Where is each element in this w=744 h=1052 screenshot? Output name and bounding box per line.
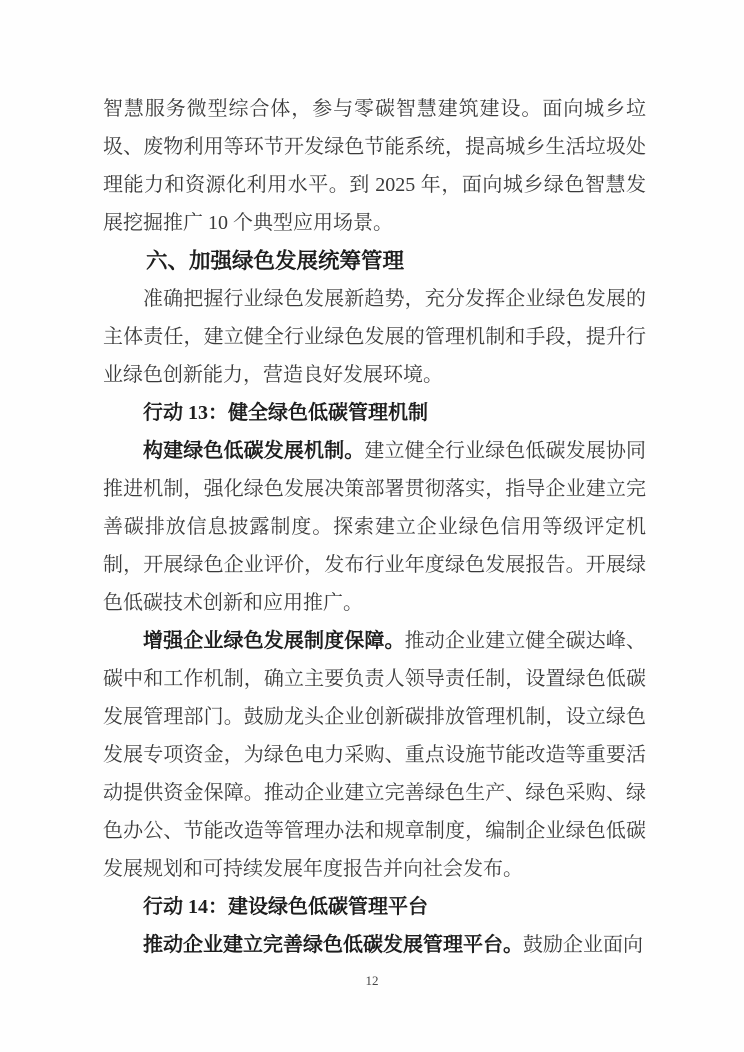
action-13-paragraph-1 [103, 432, 646, 622]
action-13-paragraph-2 [103, 622, 646, 888]
section-intro-paragraph: 准确把握行业绿色发展新趋势，充分发挥企业绿色发展的主体责任，建立健全行业绿色发展的管理机制和手段，提升行业绿色创新能力，营造良好发展环境。 [103, 288, 646, 386]
action-13-paragraph-1-body: 建立健全行业绿色低碳发展协同推进机制，强化绿色发展决策部署贯彻落实，指导企业建立完善碳排放信息披露制度。探索建立企业绿色信用等级评定机制，开展绿色企业评价，发布行业年度绿色发展报告。开展绿色低碳技术创新和应用推广。 [103, 440, 646, 614]
action-13-paragraph-2-body: 推动企业建立健全碳达峰、碳中和工作机制，确立主要负责人领导责任制，设置绿色低碳发展管理部门。鼓励龙头企业创新碳排放管理机制，设立绿色发展专项资金，为绿色电力采购、重点设施节能改造等重要活动提供资金保障。推动企业建立完善绿色生产、绿色采购、绿色办公、节能改造等管理办法和规章制度，编制企业绿色低碳发展规划和可持续发展年度报告并向社会发布。 [103, 630, 646, 880]
action-14-paragraph-1 [103, 926, 646, 964]
page-number: 12 [365, 973, 379, 988]
action-14-paragraph-1-lead: 推动企业建立完善绿色低碳发展管理平台。 [143, 934, 523, 956]
action-14-heading: 行动 14：建设绿色低碳管理平台 [143, 896, 428, 918]
paragraph-continuation: 智慧服务微型综合体，参与零碳智慧建筑建设。面向城乡垃圾、废物利用等环节开发绿色节能系统，提高城乡生活垃圾处理能力和资源化利用水平。到 2025 年，面向城乡绿色智慧发展挖掘推广 10 个典型应用场景。 [103, 98, 646, 234]
action-13-paragraph-2-lead: 增强企业绿色发展制度保障。 [143, 630, 405, 652]
action-13-heading: 行动 13：健全绿色低碳管理机制 [143, 402, 428, 424]
action-13-paragraph-1-lead: 构建绿色低碳发展机制。 [143, 440, 365, 462]
page-text-area [103, 90, 646, 964]
section-heading: 六、加强绿色发展统筹管理 [146, 249, 405, 273]
action-14-paragraph-1-body: 鼓励企业面向 [523, 934, 643, 956]
